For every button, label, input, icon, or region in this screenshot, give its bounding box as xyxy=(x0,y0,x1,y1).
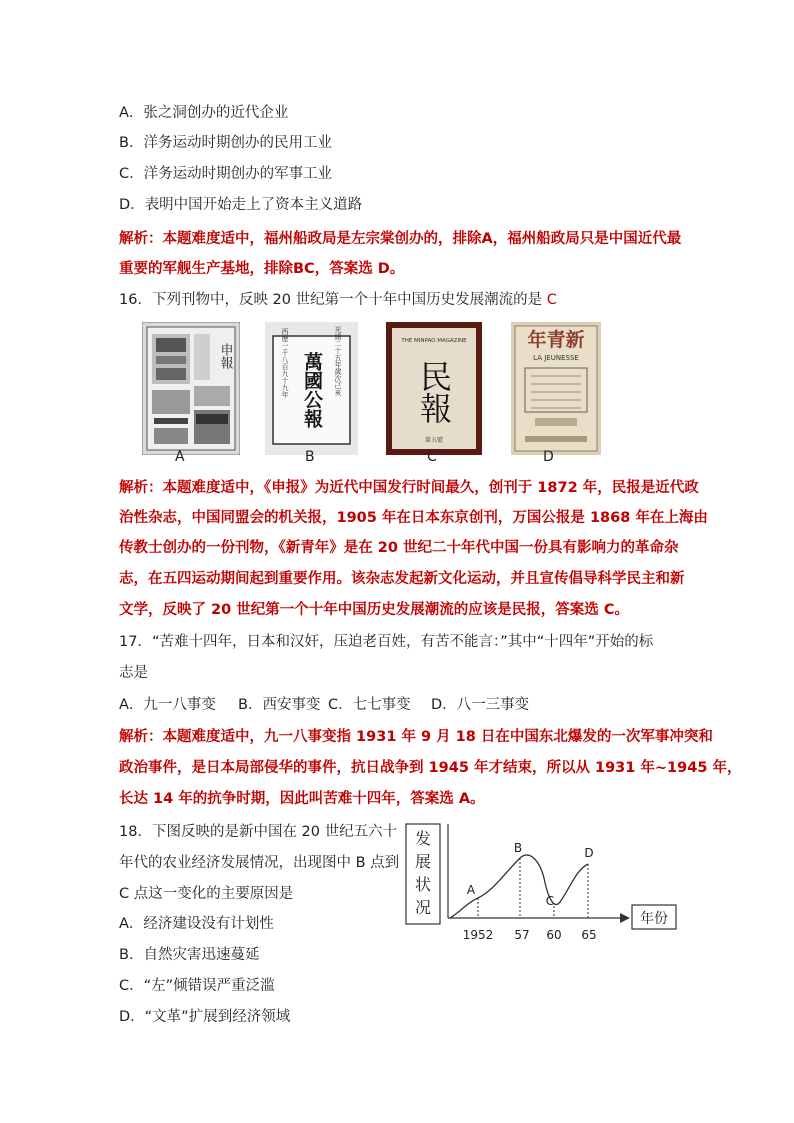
q17-analysis-line: 解析：本题难度适中，九一八事变指 1931 年 9 月 18 日在中国东北爆发的一次军事冲突和 xyxy=(119,729,713,745)
q15-analysis-line: 解析：本题难度适中，福州船政局是左宗棠创办的，排除A，福州船政局只是中国近代最 xyxy=(119,231,682,247)
cover-label-b: B xyxy=(305,449,315,465)
q17-option-c: C．七七事变 xyxy=(328,697,411,713)
q15-analysis-line: 重要的军舰生产基地，排除BC，答案选 D。 xyxy=(119,261,405,277)
y-axis-label-char: 展 xyxy=(414,852,432,871)
q18-stem-line1: 18．下图反映的是新中国在 20 世纪五六十 xyxy=(119,824,398,840)
q17-option-b: B．西安事变 xyxy=(238,697,321,713)
y-axis-label-char: 况 xyxy=(414,898,432,917)
cover-minbao-header: THE MINPAO MAGAZINE xyxy=(401,338,467,344)
q17-stem-line1: 17．“苦难十四年，日本和汉奸，压迫老百姓，有苦不能言：”其中“十四年”开始的标 xyxy=(119,634,654,650)
q15-option-b: B．洋务运动时期创办的民用工业 xyxy=(119,135,332,151)
q16-stem xyxy=(119,290,557,310)
x-axis-arrow xyxy=(620,913,630,923)
q15-option-d: D．表明中国开始走上了资本主义道路 xyxy=(119,197,363,213)
point-label-d: D xyxy=(584,846,594,860)
cover-wanguo xyxy=(265,322,358,455)
cover-minbao-footer: 第五號 xyxy=(424,437,444,444)
q17-option-d: D．八一三事变 xyxy=(431,697,530,713)
q16-analysis-line: 文学，反映了 20 世纪第一个十年中国历史发展潮流的应该是民报，答案选 C。 xyxy=(119,602,629,618)
q16-answer: C xyxy=(546,292,557,308)
cover-shenbao-title: 申報 xyxy=(217,343,233,369)
x-tick-label: 1952 xyxy=(462,928,494,942)
cover-xinqingnian-image xyxy=(511,322,601,455)
x-tick-label: 60 xyxy=(546,928,562,942)
y-axis-label-char: 发 xyxy=(414,829,432,848)
cover-xinqingnian xyxy=(511,322,601,455)
q17-analysis-line: 长达 14 年的抗争时期，因此叫苦难十四年，答案选 A。 xyxy=(119,791,485,807)
q18-stem-line2: 年代的农业经济发展情况，出现图中 B 点到 xyxy=(119,855,400,871)
cover-shenbao-image xyxy=(142,322,240,455)
cover-label-c: C xyxy=(427,449,437,465)
q16-analysis-line: 志，在五四运动期间起到重要作用。该杂志发起新文化运动，并且宣传倡导科学民主和新 xyxy=(119,571,685,587)
q18-option-a: A．经济建设没有计划性 xyxy=(119,916,274,932)
cover-wanguo-title: 萬國公報 xyxy=(301,352,323,428)
point-label-b: B xyxy=(513,841,523,855)
cover-minbao-title: 民報 xyxy=(415,360,453,424)
x-axis-label: 年份 xyxy=(640,911,668,927)
point-label-c: C xyxy=(545,894,555,908)
q16-analysis-line: 治性杂志，中国同盟会的机关报，1905 年在日本东京创刊，万国公报是 1868 年在上海由 xyxy=(119,510,708,526)
q15-option-a: A．张之洞创办的近代企业 xyxy=(119,105,289,121)
q18-development-chart xyxy=(398,818,683,948)
cover-minbao-image xyxy=(386,322,482,455)
cover-wanguo-side-right: 光緒二十五年歲次己亥 xyxy=(334,326,342,396)
point-label-a: A xyxy=(466,883,476,897)
cover-minbao xyxy=(386,322,482,455)
q17-stem-line2: 志是 xyxy=(119,665,148,681)
y-axis-label-char: 状 xyxy=(414,875,432,894)
x-tick-label: 57 xyxy=(514,928,530,942)
q17-options xyxy=(119,695,529,715)
cover-label-d: D xyxy=(543,449,554,465)
q16-analysis-line: 解析：本题难度适中，《申报》为近代中国发行时间最久，创刊于 1872 年，民报是近代政 xyxy=(119,480,699,496)
q17-analysis-line: 政治事件，是日本局部侵华的事件，抗日战争到 1945 年才结束，所以从 1931 年~1945 年， xyxy=(119,760,742,776)
cover-wanguo-side-left: 西歷一千八百九十九年 xyxy=(281,328,289,398)
q18-option-d: D．“文革”扩展到经济领域 xyxy=(119,1009,291,1025)
q18-option-b: B．自然灾害迅速蔓延 xyxy=(119,947,260,963)
q16-stem-text: 16．下列刊物中，反映 20 世纪第一个十年中国历史发展潮流的是 xyxy=(119,292,543,308)
q18-option-c: C．“左”倾错误严重泛滥 xyxy=(119,978,275,994)
q17-option-a: A．九一八事变 xyxy=(119,697,216,713)
cover-xinqingnian-subtitle: LA JEUNESSE xyxy=(533,354,579,362)
cover-label-a: A xyxy=(175,449,185,465)
cover-shenbao xyxy=(142,322,240,455)
q15-option-c: C．洋务运动时期创办的军事工业 xyxy=(119,166,333,182)
cover-wanguo-image xyxy=(265,322,358,455)
q16-analysis-line: 传教士创办的一份刊物，《新青年》是在 20 世纪二十年代中国一份具有影响力的革命杂 xyxy=(119,540,679,556)
q18-stem-line3: C 点这一变化的主要原因是 xyxy=(119,886,294,902)
x-tick-label: 65 xyxy=(581,928,597,942)
cover-xinqingnian-title: 新青年 xyxy=(527,329,585,351)
